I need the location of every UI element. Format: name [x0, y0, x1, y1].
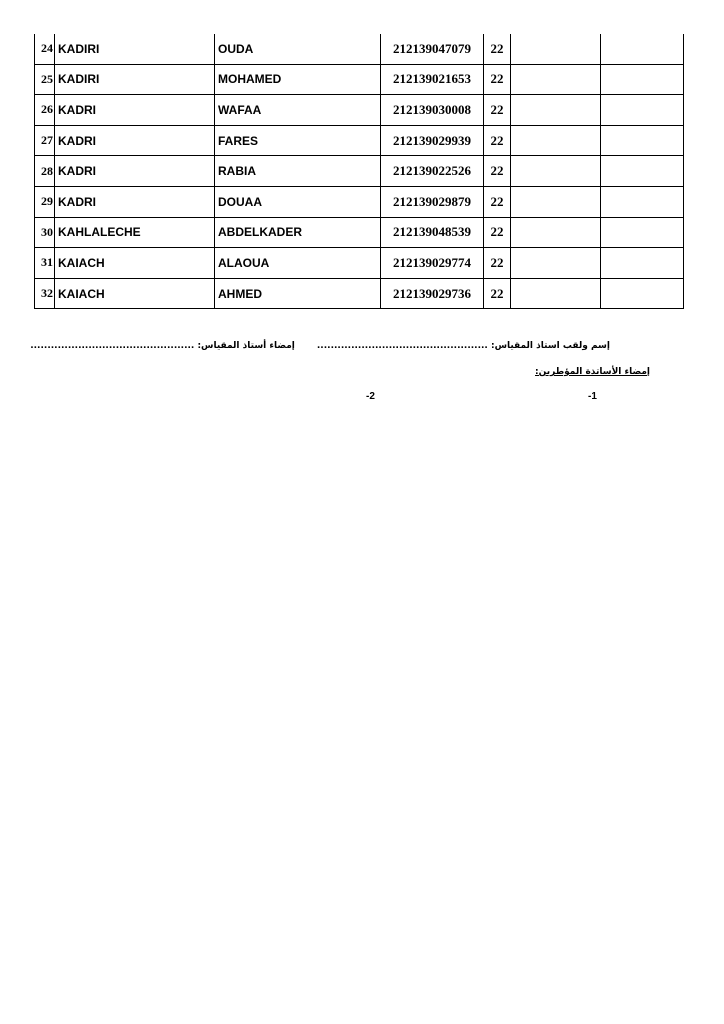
- notes-cell: [601, 34, 684, 64]
- group-cell: 22: [484, 278, 511, 309]
- group-cell: 22: [484, 248, 511, 279]
- student-id-cell: 212139047079: [381, 34, 484, 64]
- first-name-cell: MOHAMED: [215, 64, 381, 95]
- student-id-cell: 212139029879: [381, 186, 484, 217]
- table-row: [35, 156, 684, 187]
- notes-cell: [601, 248, 684, 279]
- supervisor-2-label: 2-: [366, 391, 375, 402]
- signature-cell: [511, 248, 601, 279]
- table-row: [35, 34, 684, 64]
- table-row: [35, 186, 684, 217]
- signature-cell: [511, 217, 601, 248]
- signature-cell: [511, 186, 601, 217]
- table-row: [35, 248, 684, 279]
- group-cell: 22: [484, 186, 511, 217]
- group-cell: 22: [484, 156, 511, 187]
- notes-cell: [601, 64, 684, 95]
- row-number: 27: [35, 125, 55, 156]
- group-cell: 22: [484, 34, 511, 64]
- row-number: 32: [35, 278, 55, 309]
- first-name-cell: AHMED: [215, 278, 381, 309]
- row-number: 25: [35, 64, 55, 95]
- student-id-cell: 212139048539: [381, 217, 484, 248]
- row-number: 31: [35, 248, 55, 279]
- student-id-cell: 212139029939: [381, 125, 484, 156]
- table-row: [35, 278, 684, 309]
- table-row: [35, 217, 684, 248]
- table-row: [35, 64, 684, 95]
- first-name-cell: FARES: [215, 125, 381, 156]
- supervisor-1-label: 1-: [588, 391, 597, 402]
- signature-cell: [511, 64, 601, 95]
- table-row: [35, 125, 684, 156]
- first-name-cell: ABDELKADER: [215, 217, 381, 248]
- notes-cell: [601, 186, 684, 217]
- teacher-signature-label: إمضاء أستاذ المقياس: ................................................: [30, 341, 295, 351]
- last-name-cell: KADIRI: [55, 34, 215, 64]
- row-number: 29: [35, 186, 55, 217]
- student-id-cell: 212139029774: [381, 248, 484, 279]
- notes-cell: [601, 95, 684, 126]
- last-name-cell: KADRI: [55, 156, 215, 187]
- student-id-cell: 212139021653: [381, 64, 484, 95]
- signature-cell: [511, 125, 601, 156]
- signature-cell: [511, 156, 601, 187]
- group-cell: 22: [484, 125, 511, 156]
- attendance-table: [34, 34, 684, 309]
- last-name-cell: KAIACH: [55, 278, 215, 309]
- first-name-cell: RABIA: [215, 156, 381, 187]
- last-name-cell: KAIACH: [55, 248, 215, 279]
- notes-cell: [601, 278, 684, 309]
- signature-cell: [511, 95, 601, 126]
- last-name-cell: KADRI: [55, 95, 215, 126]
- row-number: 28: [35, 156, 55, 187]
- student-id-cell: 212139022526: [381, 156, 484, 187]
- table-row: [35, 95, 684, 126]
- signature-cell: [511, 34, 601, 64]
- student-id-cell: 212139029736: [381, 278, 484, 309]
- group-cell: 22: [484, 64, 511, 95]
- notes-cell: [601, 217, 684, 248]
- notes-cell: [601, 156, 684, 187]
- notes-cell: [601, 125, 684, 156]
- student-id-cell: 212139030008: [381, 95, 484, 126]
- first-name-cell: ALAOUA: [215, 248, 381, 279]
- group-cell: 22: [484, 95, 511, 126]
- row-number: 24: [35, 34, 55, 64]
- last-name-cell: KAHLALECHE: [55, 217, 215, 248]
- teacher-name-label: إسم ولقب استاذ المقياس: ..................................................: [316, 341, 610, 351]
- first-name-cell: OUDA: [215, 34, 381, 64]
- teacher-info-line: [30, 341, 610, 351]
- last-name-cell: KADIRI: [55, 64, 215, 95]
- first-name-cell: WAFAA: [215, 95, 381, 126]
- supervisors-label: إمضاء الأساتذة المؤطرين:: [535, 367, 650, 377]
- signature-cell: [511, 278, 601, 309]
- row-number: 30: [35, 217, 55, 248]
- group-cell: 22: [484, 217, 511, 248]
- first-name-cell: DOUAA: [215, 186, 381, 217]
- last-name-cell: KADRI: [55, 186, 215, 217]
- row-number: 26: [35, 95, 55, 126]
- last-name-cell: KADRI: [55, 125, 215, 156]
